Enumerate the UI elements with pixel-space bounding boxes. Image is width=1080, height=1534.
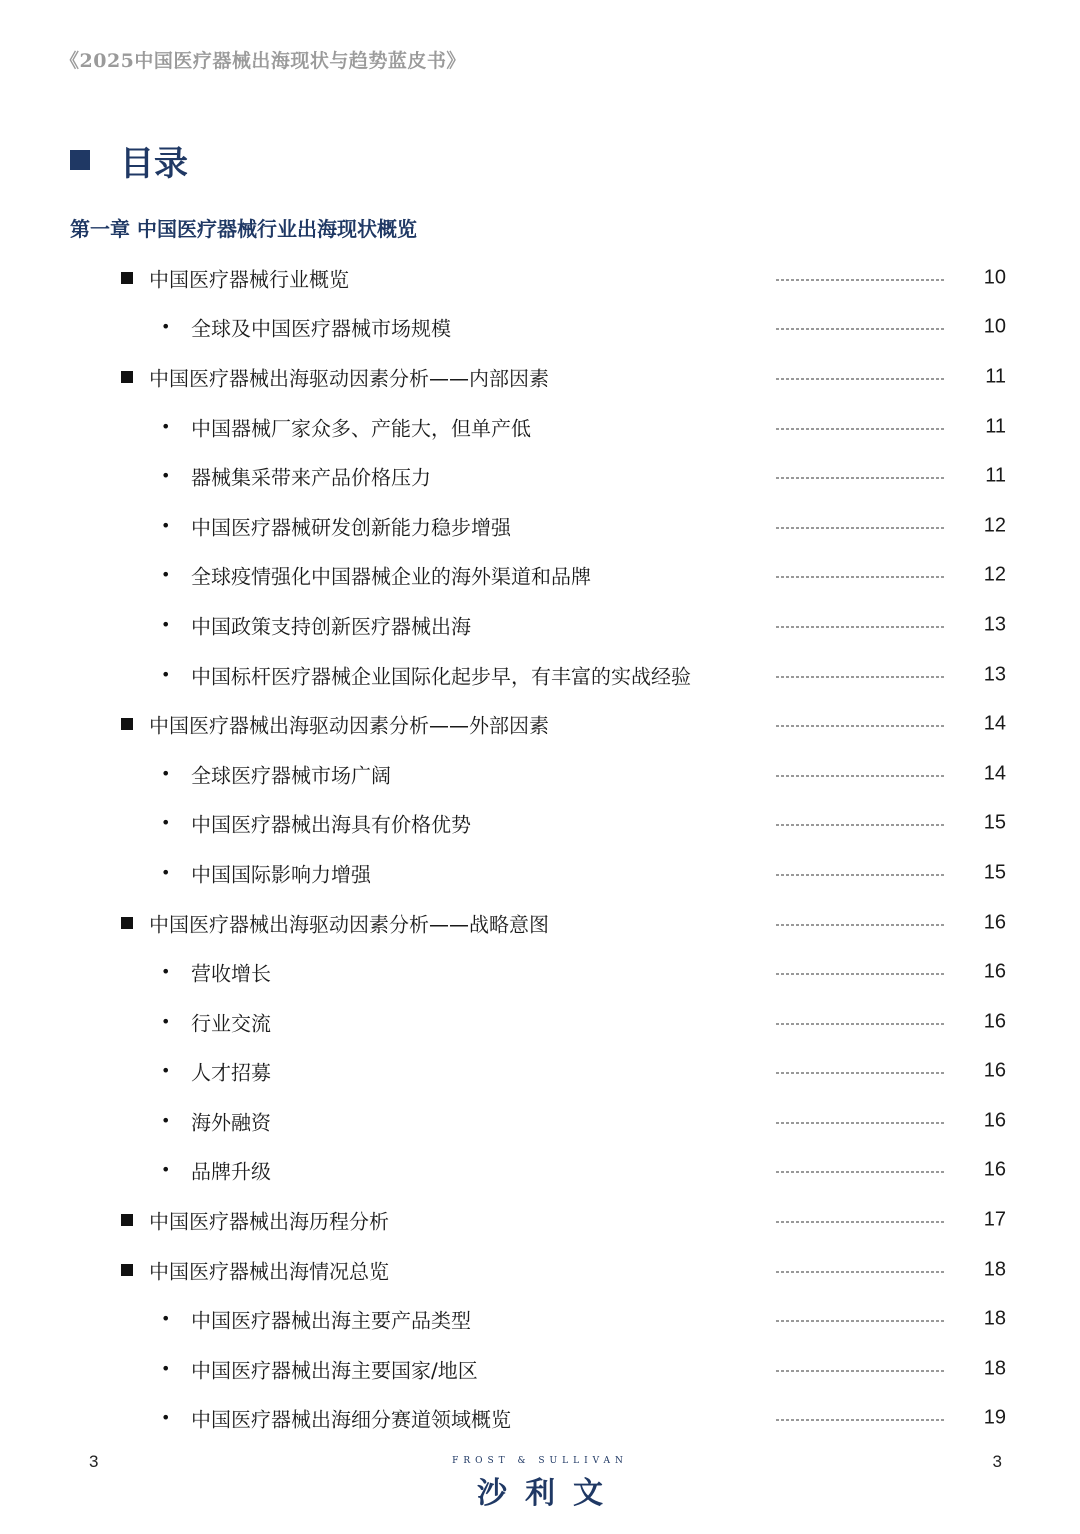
- document-header-title: 《2025中国医疗器械出海现状与趋势蓝皮书》: [60, 50, 466, 72]
- dot-bullet-icon: •: [161, 515, 171, 535]
- toc-entry[interactable]: [0, 898, 1080, 948]
- dot-bullet-icon: •: [161, 1408, 171, 1428]
- toc-entry-label: 中国医疗器械出海驱动因素分析——战略意图: [149, 912, 549, 937]
- toc-entry-page: 16: [983, 1158, 1006, 1181]
- toc-entry-label: 中国医疗器械行业概览: [149, 267, 349, 292]
- toc-entry-page: 12: [983, 514, 1006, 537]
- dot-bullet-icon: •: [161, 813, 171, 833]
- toc-entry-page: 10: [983, 266, 1006, 289]
- toc-entry-label: 中国政策支持创新医疗器械出海: [191, 614, 471, 639]
- dotted-leader: [776, 329, 944, 330]
- toc-entry[interactable]: [0, 1294, 1080, 1344]
- toc-entry-label: 营收增长: [191, 961, 271, 986]
- toc-entry-page: 11: [985, 365, 1006, 388]
- toc-entry-page: 19: [983, 1406, 1006, 1429]
- dotted-leader: [776, 626, 944, 627]
- square-bullet-icon: [121, 917, 133, 929]
- dot-bullet-icon: •: [161, 1061, 171, 1081]
- toc-entry-label: 中国标杆医疗器械企业国际化起步早，有丰富的实战经验: [191, 664, 691, 689]
- dot-bullet-icon: •: [161, 1358, 171, 1378]
- company-logo: [0, 1456, 1080, 1512]
- toc-entry[interactable]: [0, 1245, 1080, 1295]
- dot-bullet-icon: •: [161, 565, 171, 585]
- dotted-leader: [776, 775, 944, 776]
- dotted-leader: [776, 577, 944, 578]
- toc-entry-page: 14: [983, 712, 1006, 735]
- toc-entry-page: 18: [983, 1307, 1006, 1330]
- toc-entry-page: 18: [983, 1357, 1006, 1380]
- dotted-leader: [776, 974, 944, 975]
- dot-bullet-icon: •: [161, 317, 171, 337]
- toc-entry[interactable]: [0, 1195, 1080, 1245]
- toc-entry[interactable]: [0, 749, 1080, 799]
- toc-entry-page: 15: [983, 861, 1006, 884]
- toc-entry-page: 13: [983, 663, 1006, 686]
- toc-entry-label: 中国医疗器械出海驱动因素分析——外部因素: [149, 713, 549, 738]
- toc-entry-page: 17: [983, 1208, 1006, 1231]
- toc-entry[interactable]: [0, 303, 1080, 353]
- toc-entry-label: 中国医疗器械出海驱动因素分析——内部因素: [149, 366, 549, 391]
- toc-entry-label: 中国医疗器械研发创新能力稳步增强: [191, 515, 511, 540]
- toc-entry-page: 18: [983, 1258, 1006, 1281]
- dotted-leader: [776, 874, 944, 875]
- toc-entry-page: 16: [983, 1109, 1006, 1132]
- toc-entry[interactable]: [0, 1047, 1080, 1097]
- toc-entry-page: 12: [983, 563, 1006, 586]
- dotted-leader: [776, 825, 944, 826]
- toc-entry-label: 中国医疗器械出海具有价格优势: [191, 812, 471, 837]
- toc-entry[interactable]: [0, 352, 1080, 402]
- toc-entry[interactable]: [0, 402, 1080, 452]
- dotted-leader: [776, 1321, 944, 1322]
- toc-entry[interactable]: [0, 1344, 1080, 1394]
- toc-entry-label: 中国国际影响力增强: [191, 862, 371, 887]
- toc-entry-label: 中国医疗器械出海主要国家/地区: [191, 1358, 478, 1383]
- dotted-leader: [776, 1023, 944, 1024]
- toc-entry[interactable]: [0, 799, 1080, 849]
- toc-entry-page: 13: [983, 613, 1006, 636]
- dot-bullet-icon: •: [161, 763, 171, 783]
- toc-entry[interactable]: [0, 600, 1080, 650]
- toc-entry[interactable]: [0, 1394, 1080, 1444]
- dot-bullet-icon: •: [161, 1011, 171, 1031]
- dotted-leader: [776, 1222, 944, 1223]
- toc-entry[interactable]: [0, 501, 1080, 551]
- toc-entry-page: 16: [983, 1010, 1006, 1033]
- toc-list: [0, 253, 1080, 1443]
- toc-entry-page: 16: [983, 1059, 1006, 1082]
- toc-entry-label: 全球疫情强化中国器械企业的海外渠道和品牌: [191, 564, 591, 589]
- toc-entry[interactable]: [0, 848, 1080, 898]
- dotted-leader: [776, 1073, 944, 1074]
- toc-entry-label: 中国器械厂家众多、产能大，但单产低: [191, 416, 531, 441]
- toc-entry-page: 11: [985, 415, 1006, 438]
- toc-entry-page: 10: [983, 315, 1006, 338]
- logo-chinese-text: 沙利文: [477, 1476, 621, 1511]
- toc-entry[interactable]: [0, 451, 1080, 501]
- toc-entry-label: 人才招募: [191, 1060, 271, 1085]
- square-bullet-icon: [121, 1264, 133, 1276]
- dotted-leader: [776, 527, 944, 528]
- toc-entry[interactable]: [0, 1096, 1080, 1146]
- dot-bullet-icon: •: [161, 1160, 171, 1180]
- dot-bullet-icon: •: [161, 962, 171, 982]
- toc-entry-page: 14: [983, 762, 1006, 785]
- square-bullet-icon: [121, 371, 133, 383]
- toc-entry-label: 中国医疗器械出海主要产品类型: [191, 1308, 471, 1333]
- dot-bullet-icon: •: [161, 466, 171, 486]
- dot-bullet-icon: •: [161, 1110, 171, 1130]
- toc-entry-label: 中国医疗器械出海细分赛道领域概览: [191, 1407, 511, 1432]
- dotted-leader: [776, 676, 944, 677]
- dot-bullet-icon: •: [161, 1309, 171, 1329]
- dot-bullet-icon: •: [161, 416, 171, 436]
- chapter-title: 第一章 中国医疗器械行业出海现状概览: [70, 217, 417, 241]
- dot-bullet-icon: •: [161, 862, 171, 882]
- toc-entry-label: 全球医疗器械市场广阔: [191, 763, 391, 788]
- toc-entry-page: 15: [983, 811, 1006, 834]
- toc-heading: [70, 138, 188, 182]
- toc-entry-page: 16: [983, 960, 1006, 983]
- toc-entry-label: 中国医疗器械出海历程分析: [149, 1209, 389, 1234]
- page-number-left: 3: [89, 1452, 99, 1471]
- toc-entry-label: 全球及中国医疗器械市场规模: [191, 316, 451, 341]
- toc-entry-page: 16: [983, 911, 1006, 934]
- toc-entry[interactable]: [0, 253, 1080, 303]
- logo-english-text: FROST & SULLIVAN: [452, 1456, 628, 1466]
- toc-entry-label: 行业交流: [191, 1011, 271, 1036]
- dotted-leader: [776, 1370, 944, 1371]
- dot-bullet-icon: •: [161, 664, 171, 684]
- square-bullet-icon: [121, 718, 133, 730]
- dotted-leader: [776, 428, 944, 429]
- square-bullet-icon: [121, 272, 133, 284]
- dot-bullet-icon: •: [161, 614, 171, 634]
- toc-entry-label: 海外融资: [191, 1110, 271, 1135]
- toc-entry[interactable]: [0, 551, 1080, 601]
- dotted-leader: [776, 726, 944, 727]
- toc-entry[interactable]: [0, 1146, 1080, 1196]
- toc-title: 目录: [120, 143, 188, 184]
- toc-entry-page: 11: [985, 464, 1006, 487]
- toc-entry[interactable]: [0, 699, 1080, 749]
- dotted-leader: [776, 478, 944, 479]
- toc-entry[interactable]: [0, 997, 1080, 1047]
- toc-entry[interactable]: [0, 650, 1080, 700]
- square-bullet-icon: [70, 150, 90, 170]
- dotted-leader: [776, 1172, 944, 1173]
- dotted-leader: [776, 1420, 944, 1421]
- dotted-leader: [776, 378, 944, 379]
- toc-entry-label: 品牌升级: [191, 1159, 271, 1184]
- page-number-right: 3: [992, 1452, 1002, 1471]
- toc-entry[interactable]: [0, 947, 1080, 997]
- toc-entry-label: 中国医疗器械出海情况总览: [149, 1259, 389, 1284]
- dotted-leader: [776, 1122, 944, 1123]
- toc-entry-label: 器械集采带来产品价格压力: [191, 465, 431, 490]
- square-bullet-icon: [121, 1214, 133, 1226]
- dotted-leader: [776, 279, 944, 280]
- dotted-leader: [776, 1271, 944, 1272]
- dotted-leader: [776, 924, 944, 925]
